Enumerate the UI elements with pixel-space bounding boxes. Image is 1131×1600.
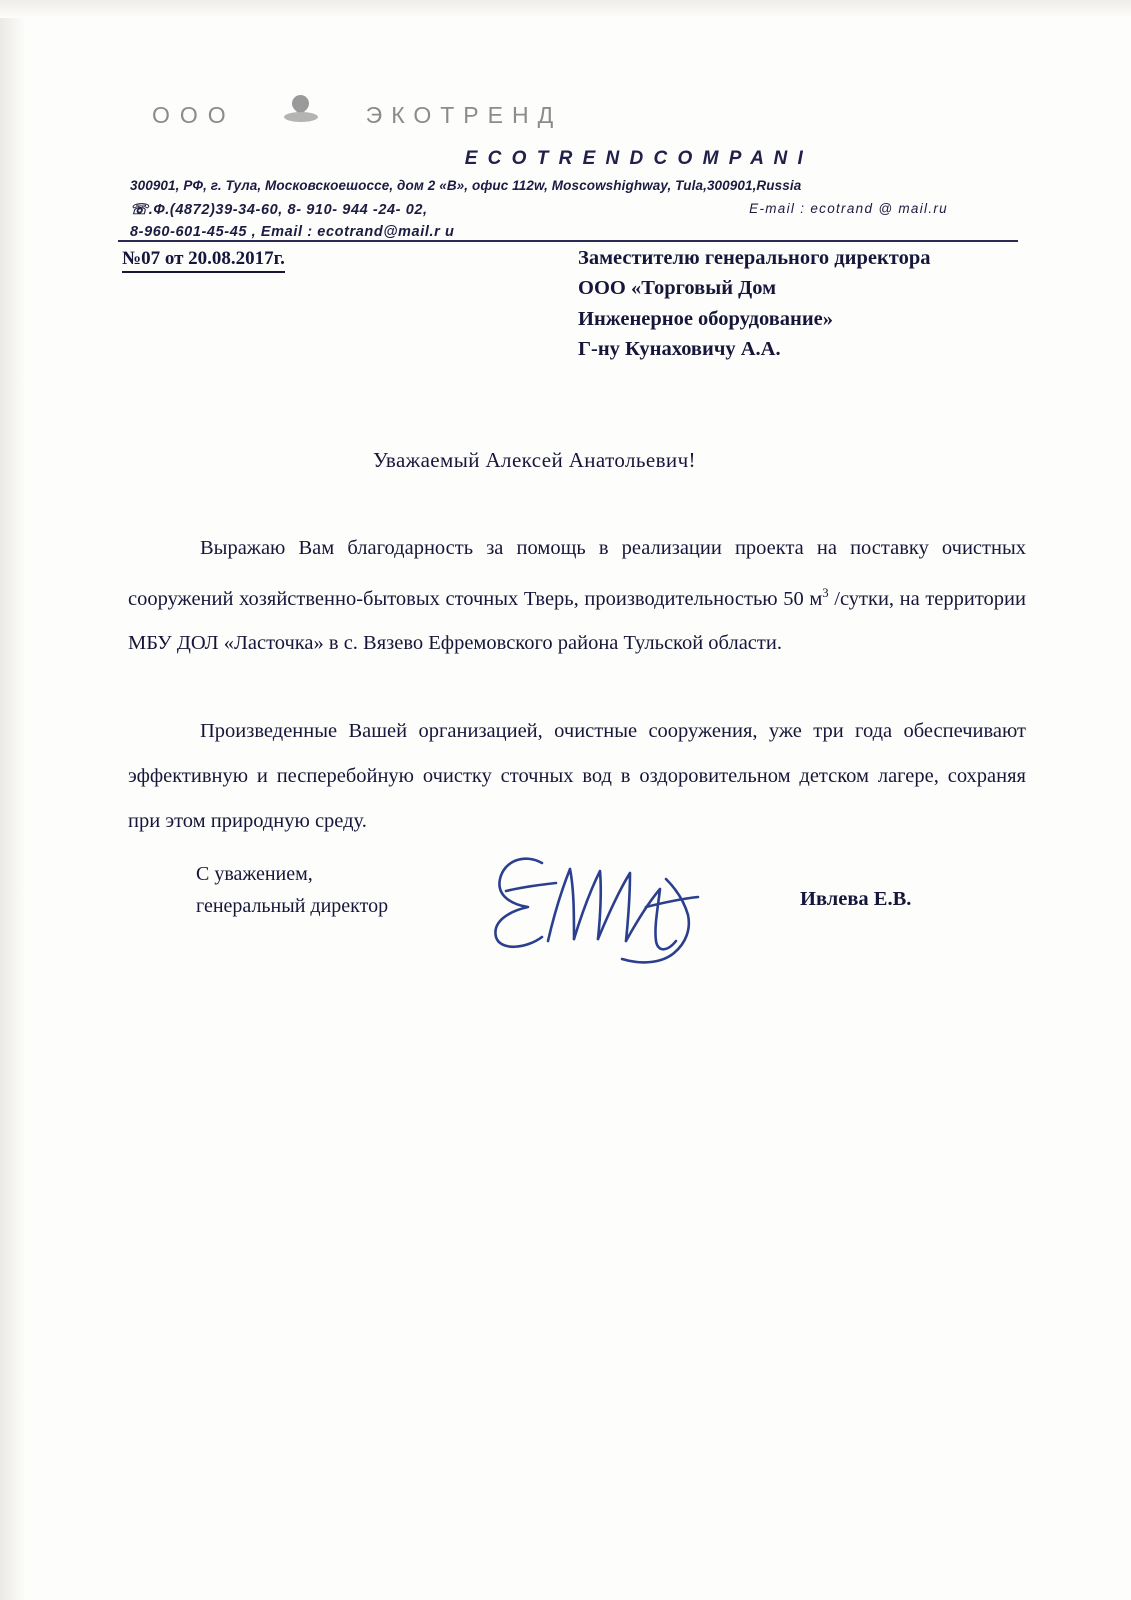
logo-brand-text: ЭКОТРЕНД — [365, 101, 563, 128]
paragraph-1-part-2: /сутки, на территории МБУ ДОЛ «Ласточка» в с. Вязево Ефремовского района Тульской области. — [128, 587, 1026, 655]
water-drop-icon — [284, 95, 318, 135]
company-phones-line1: ☏.Ф.(4872)39-34-60, 8- 910- 944 -24- 02, — [130, 202, 428, 218]
salutation: Уважаемый Алексей Анатольевич! — [373, 448, 696, 472]
reference-number: №07 от 20.08.2017г. — [122, 248, 285, 273]
signer-name: Ивлева Е.В. — [800, 888, 912, 910]
addressee-line-2: ООО «Торговый Дом — [578, 277, 777, 300]
paragraph-1-superscript: 3 — [822, 585, 829, 600]
closing-line-2: генеральный директор — [196, 895, 389, 917]
logo-row — [130, 88, 1010, 142]
contact-row — [130, 199, 1010, 244]
scan-edge-left — [0, 0, 26, 1600]
header-divider — [118, 240, 1018, 242]
signature-icon — [470, 845, 750, 975]
body-paragraph-1 — [128, 526, 1026, 667]
logo-ooo-text: ООО — [152, 101, 236, 128]
addressee-line-1: Заместителю генерального директора — [578, 247, 931, 269]
body-paragraph-2: Произведенные Вашей организацией, очистные сооружения, уже три года обеспечивают эффективную и песперебойную очистку сточных вод в оздоровительном детском лагере, сохраняя при этом природную среду. — [128, 719, 1026, 832]
company-email: E-mail : ecotrand @ mail.ru — [749, 201, 948, 216]
company-phones — [130, 199, 454, 244]
closing-block — [196, 858, 388, 922]
addressee-line-4: Г-ну Кунаховичу А.А. — [578, 337, 781, 360]
addressee-block — [578, 243, 1048, 364]
closing-line-1: С уважением, — [196, 863, 313, 885]
addressee-line-3: Инженерное оборудование» — [578, 307, 834, 330]
letterhead — [130, 88, 1010, 244]
company-address: 300901, РФ, г. Тула, Московскоешоссе, дом 2 «В», офис 112w, Moscowshighway, Tula,300901,Russia — [130, 178, 802, 193]
company-phones-line2: 8-960-601-45-45 , Email : ecotrand@mail.r u — [130, 224, 455, 241]
company-name-en: E C O T R E N D C O M P A N I — [464, 148, 806, 169]
paragraph-1-part-1: Выражаю Вам благодарность за помощь в реализации проекта на поставку очистных сооружений хозяйственно-бытовых сточных Тверь, производительностью 50 м — [128, 536, 1026, 610]
scan-edge-top — [0, 0, 1131, 18]
